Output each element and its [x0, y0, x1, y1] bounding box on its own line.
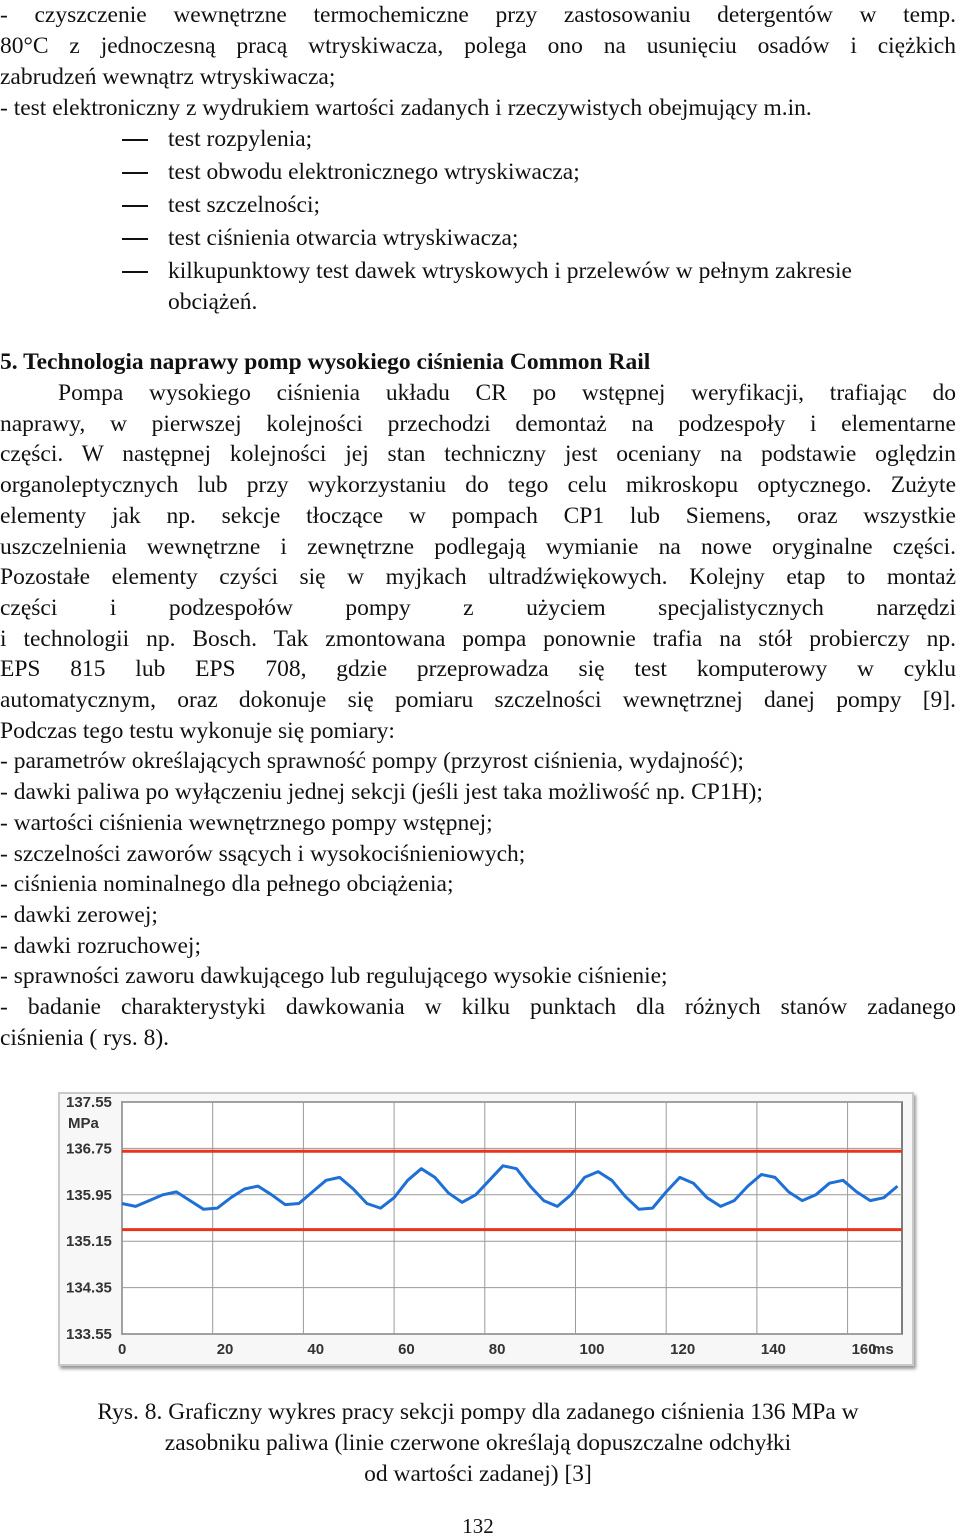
list-item-text: kilkupunktowy test dawek wtryskowych i przelewów w pełnym zakresie: [168, 258, 852, 284]
x-tick-label: 120: [670, 1341, 696, 1358]
x-tick-label: 60: [398, 1341, 415, 1358]
caption-line: zasobniku paliwa (linie czerwone określają dopuszczalne odchyłki: [164, 1430, 792, 1456]
text-line: - wartości ciśnienia wewnętrznego pompy wstępnej;: [0, 809, 493, 836]
dash-bullet: [122, 205, 148, 207]
text-line: - czyszczenie wewnętrzne termochemiczne przy zastosowaniu detergentów w temp.: [0, 2, 956, 28]
text-line: - szczelności zaworów ssących i wysokociśnieniowych;: [0, 840, 526, 867]
text-line: automatycznym, oraz dokonuje się pomiaru szczelności wewnętrznej danej pompy [9].: [0, 687, 956, 713]
y-tick-label: 136.75: [66, 1140, 112, 1158]
dash-bullet: [122, 238, 148, 240]
y-tick-label: 135.95: [66, 1186, 112, 1204]
text-line: - ciśnienia nominalnego dla pełnego obciążenia;: [0, 871, 454, 898]
dash-bullet: [122, 271, 148, 273]
plot-area: [122, 1102, 902, 1334]
y-axis-label: MPa: [68, 1115, 99, 1132]
text-line: elementy jak np. sekcje tłoczące w pompach CP1 lub Siemens, oraz wszystkie: [0, 502, 956, 529]
text-line: ciśnienia ( rys. 8).: [0, 1024, 170, 1051]
text-line: i technologii np. Bosch. Tak zmontowana pompa ponownie trafia na stół probierczy np.: [0, 625, 956, 652]
page-number: 132: [462, 1514, 494, 1538]
x-tick-label: 20: [216, 1341, 234, 1358]
dash-bullet: [122, 139, 148, 141]
pressure-chart: [58, 1092, 914, 1366]
x-tick-label: 160: [851, 1341, 877, 1358]
list-item-text: test ciśnienia otwarcia wtryskiwacza;: [168, 225, 519, 251]
list-item-continuation: obciążeń.: [168, 289, 258, 315]
text-line: Pozostałe elementy czyści się w myjkach ultradźwiękowych. Kolejny etap to montaż: [0, 564, 956, 591]
x-tick-label: 100: [579, 1341, 605, 1358]
caption-line: Rys. 8. Graficzny wykres pracy sekcji pompy dla zadanego ciśnienia 136 MPa w: [97, 1399, 859, 1425]
text-line: - dawki zerowej;: [0, 901, 158, 928]
text-line: Pompa wysokiego ciśnienia układu CR po wstępnej weryfikacji, trafiając do: [58, 380, 956, 406]
text-line: części i podzespołów pompy z użyciem specjalistycznych narzędzi: [0, 594, 956, 621]
list-item-text: test obwodu elektronicznego wtryskiwacza;: [168, 159, 580, 185]
x-tick-label: 40: [307, 1341, 325, 1358]
text-line: uszczelnienia wewnętrzne i zewnętrzne podlegają wymianie na nowe oryginalne części.: [0, 533, 956, 560]
text-line: - sprawności zaworu dawkującego lub regulującego wysokie ciśnienie;: [0, 963, 668, 990]
dash-bullet: [122, 172, 148, 174]
text-line: - dawki paliwa po wyłączeniu jednej sekcji (jeśli jest taka możliwość np. CP1H);: [0, 779, 763, 806]
text-line: - test elektroniczny z wydrukiem wartości zadanych i rzeczywistych obejmujący m.in.: [0, 95, 812, 121]
text-line: 80°C z jednoczesną pracą wtryskiwacza, polega ono na usunięciu osadów i ciężkich: [0, 33, 956, 59]
chart-svg: [60, 1094, 912, 1364]
list-item-text: test szczelności;: [168, 192, 321, 218]
list-item-text: test rozpylenia;: [168, 126, 313, 152]
text-line: EPS 815 lub EPS 708, gdzie przeprowadza się test komputerowy w cyklu: [0, 656, 956, 683]
section-heading: 5. Technologia naprawy pomp wysokiego ciśnienia Common Rail: [0, 349, 651, 375]
text-line: - dawki rozruchowej;: [0, 932, 201, 959]
caption-line: od wartości zadanej) [3]: [364, 1461, 592, 1487]
x-axis-label: ms: [872, 1341, 894, 1358]
text-line: naprawy, w pierwszej kolejności przechodzi demontaż na podzespoły i elementarne: [0, 410, 956, 437]
y-tick-label: 135.15: [66, 1233, 112, 1251]
text-line: - badanie charakterystyki dawkowania w kilku punktach dla różnych stanów zadanego: [0, 994, 956, 1020]
x-tick-label: 80: [488, 1341, 506, 1358]
text-line: - parametrów określających sprawność pompy (przyrost ciśnienia, wydajność);: [0, 748, 744, 775]
y-tick-label: 134.35: [66, 1279, 112, 1297]
y-tick-label: 137.55: [66, 1094, 112, 1111]
y-tick-label: 133.55: [66, 1326, 112, 1343]
text-line: części. W następnej kolejności jej stan techniczny jest oceniany na podstawie oględzin: [0, 441, 956, 468]
x-tick-label: 0: [118, 1341, 127, 1358]
x-tick-label: 140: [760, 1341, 786, 1358]
text-line: zabrudzeń wewnątrz wtryskiwacza;: [0, 64, 336, 90]
text-line: organoleptycznych lub przy wykorzystaniu do tego celu mikroskopu optycznego. Zużyte: [0, 472, 956, 499]
text-line: Podczas tego testu wykonuje się pomiary:: [0, 717, 395, 744]
